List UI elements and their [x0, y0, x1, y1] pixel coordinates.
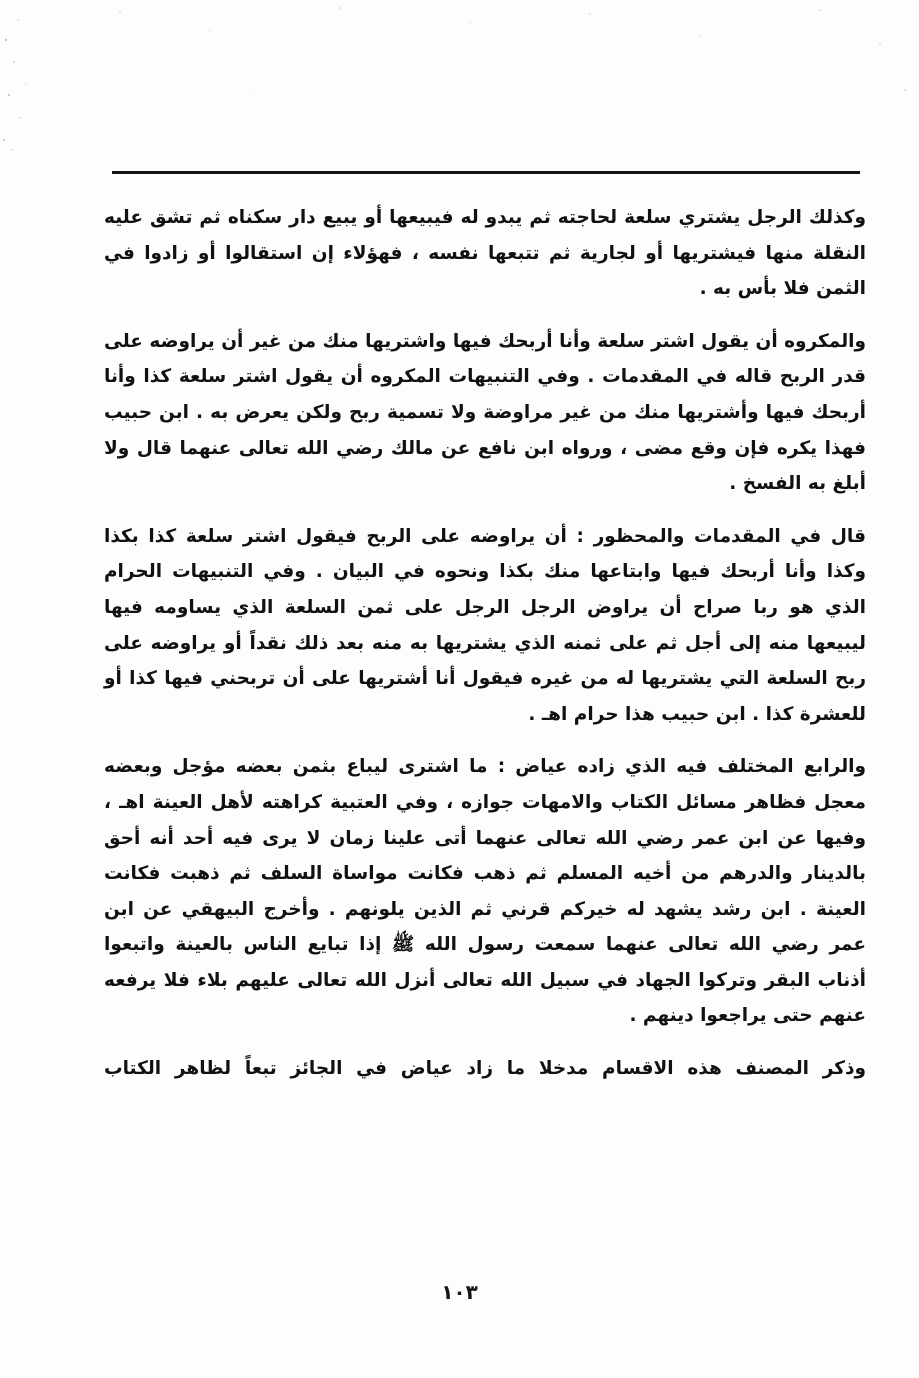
page-number: ١٠٣ [441, 1280, 478, 1304]
header-rule [112, 171, 860, 174]
scan-speckle-decoration [0, 0, 919, 160]
paragraph-3: قال في المقدمات والمحظور : أن يراوضه على الربح فيقول اشتر سلعة كذا بكذا وكذا وأنا أربحك فيها وابتاعها منك بكذا ونحوه في البيان . وفي التنبيهات الحرام الذي هو ربا صراح أن يراوض الرجل الرجل على ثمن السلعة الذي يساومه فيها ليبيعها منه إلى أجل ثم على ثمنه الذي يشتريها به منه بعد ذلك نقداً أو يراوضه على ربح السلعة التي يشتريها له من غيره فيقول أنا أشتريها على أن تربحني فيها كذا أو للعشرة كذا . ابن حبيب هذا حرام اهـ . [104, 525, 866, 725]
paragraph-1: وكذلك الرجل يشتري سلعة لحاجته ثم يبدو له فيبيعها أو يبيع دار سكناه ثم تشق عليه النقلة منها فيشتريها أو لجارية ثم تتبعها نفسه ، فهؤلاء إن استقالوا أو زادوا في الثمن فلا بأس به . [104, 207, 866, 300]
paragraph-5: وذكر المصنف هذه الاقسام مدخلا ما زاد عياض في الجائز تبعاً لظاهر الكتاب [104, 1058, 866, 1080]
paragraph-4: والرابع المختلف فيه الذي زاده عياض : ما اشترى ليباع بثمن بعضه مؤجل وبعضه معجل فظاهر مسائل الكتاب والامهات جوازه ، وفي العتبية كراهته لأهل العينة اهـ ، وفيها عن ابن عمر رضي الله تعالى عنهما أتى علينا زمان لا يرى فيه أحد أنه أحق بالدينار والدرهم من أخيه المسلم ثم ذهب فكانت مواساة السلف ثم ذهبت فكانت العينة . ابن رشد يشهد له خيركم قرني ثم الذين يلونهم . وأخرج البيهقي عن ابن عمر رضي الله تعالى عنهما سمعت رسول الله ﷺ إذا تبايع الناس بالعينة واتبعوا أذناب البقر وتركوا الجهاد في سبيل الله تعالى أنزل الله تعالى عليهم بلاء فلا يرفعه عنهم حتى يراجعوا دينهم . [104, 756, 866, 1027]
body-text [104, 200, 866, 1087]
paragraph-2: والمكروه أن يقول اشتر سلعة وأنا أربحك فيها واشتريها منك من غير أن يراوضه على قدر الربح قاله في المقدمات . وفي التنبيهات المكروه أن يقول اشتر سلعة كذا وأنا أربحك فيها وأشتريها منك من غير مراوضة ولا تسمية ربح ولكن يعرض به . ابن حبيب فهذا يكره فإن وقع مضى ، ورواه ابن نافع عن مالك رضي الله تعالى عنهما قال ولا أبلغ به الفسخ . [104, 330, 866, 495]
